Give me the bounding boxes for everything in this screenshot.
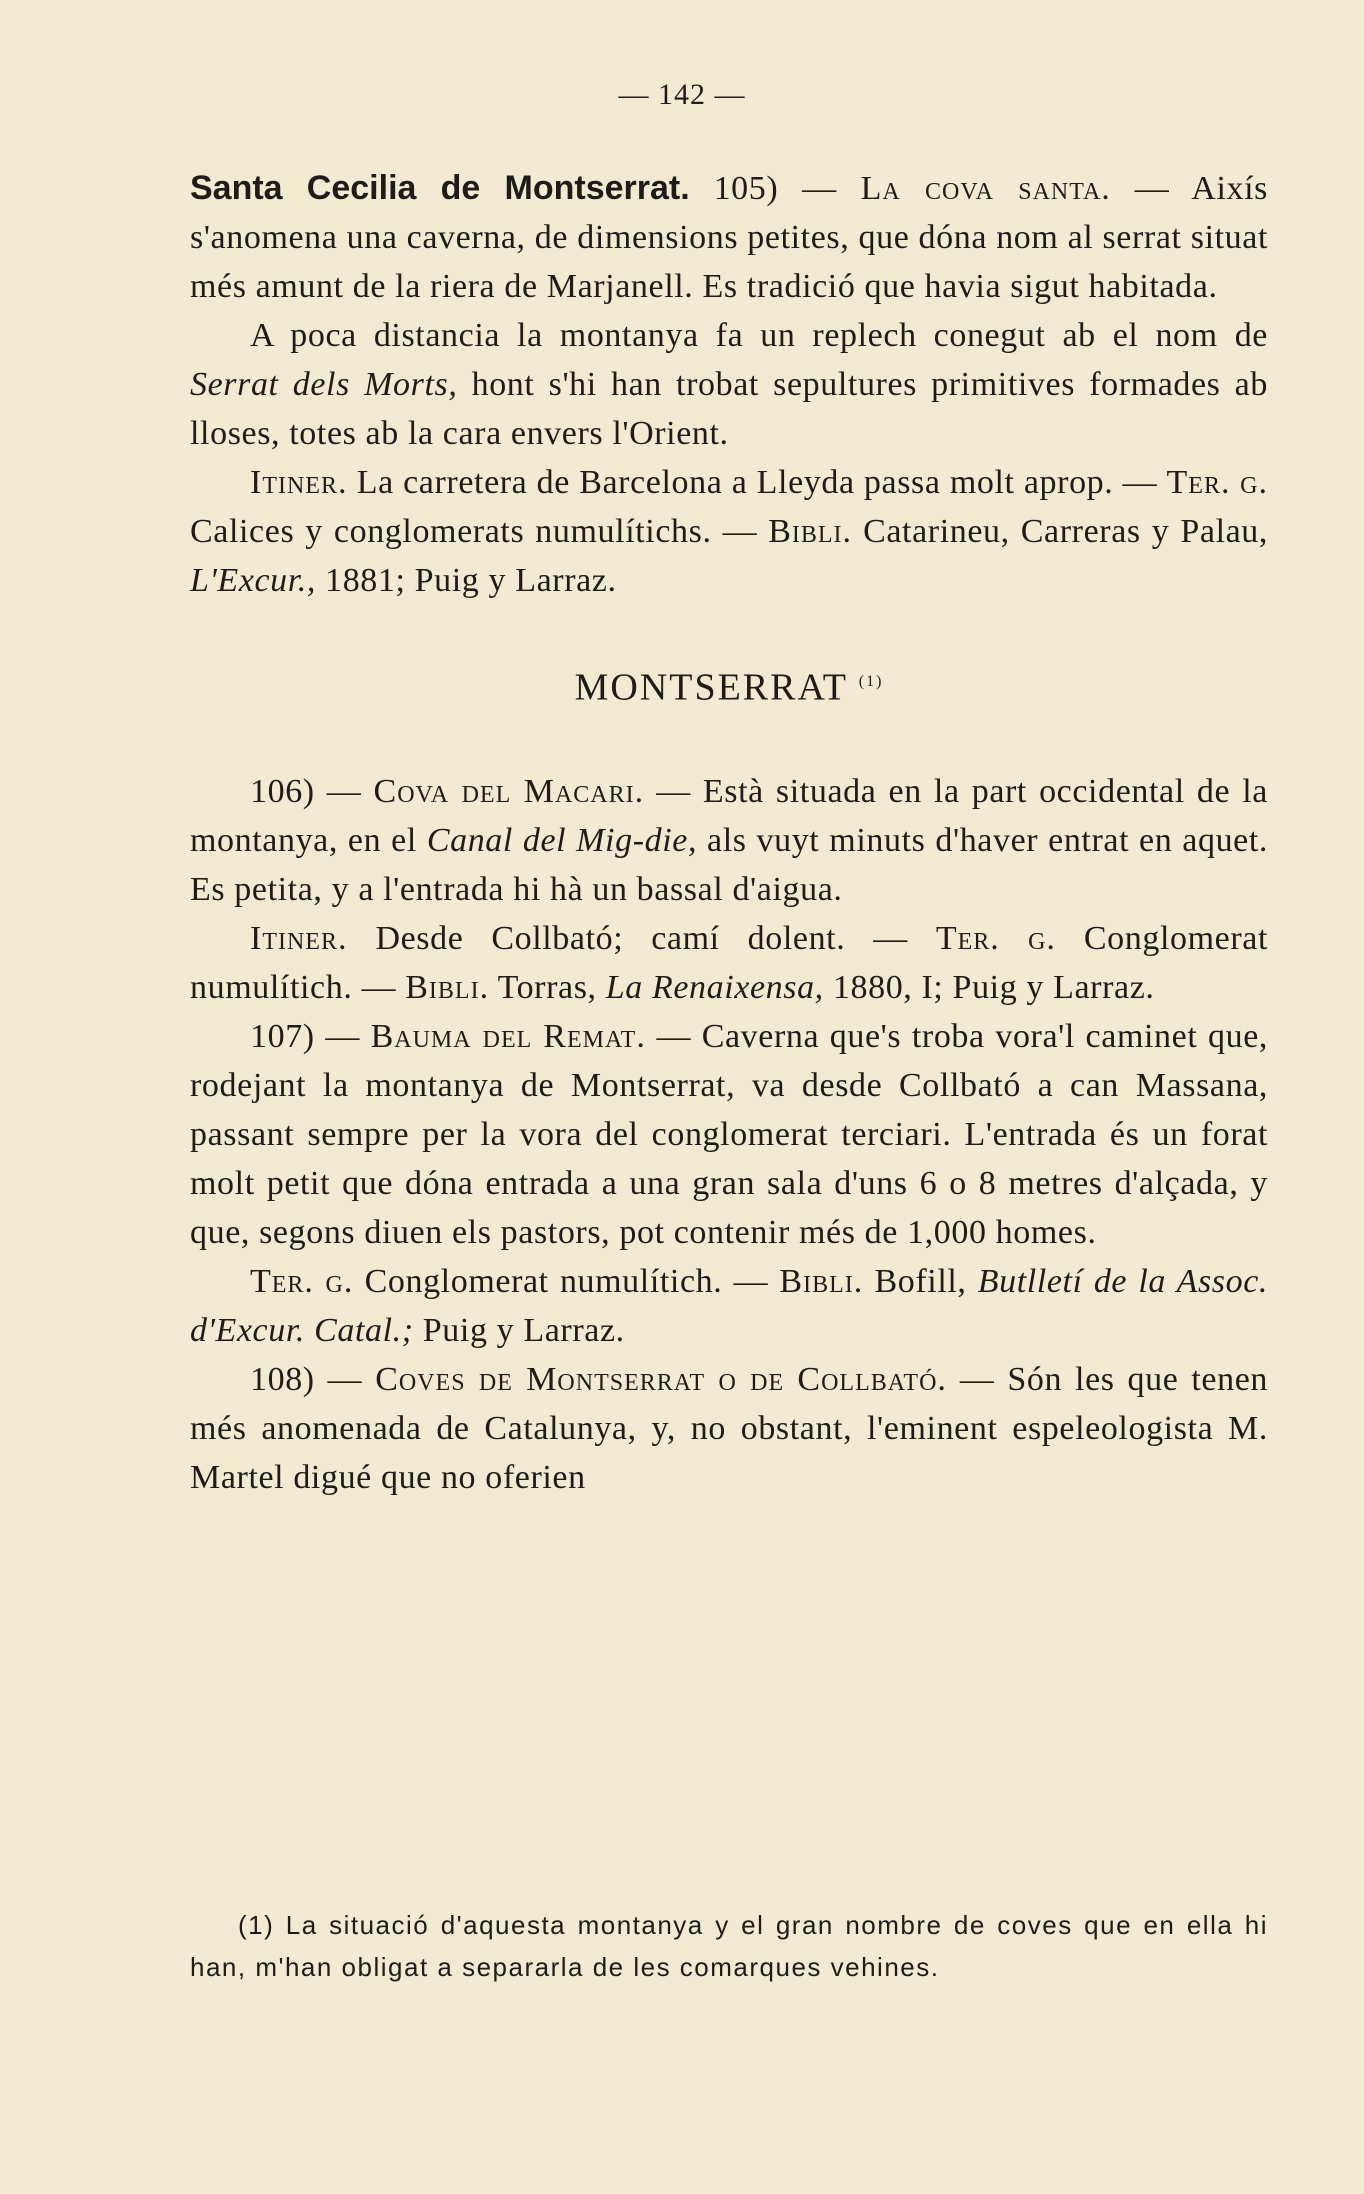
itiner-label: Itiner. [250,464,348,501]
ter-label: Ter. g. [935,919,1056,957]
entry-number: 108) — [250,1360,363,1398]
footnote-text: La situació d'aquesta montanya y el gran nombre de coves que en ella hi han, m'han obligat a separarla de les comarques vehines. [190,1910,1268,1982]
entry-title: Coves de Montserrat o de Collbató. [375,1360,947,1398]
bibli-label: Bibli. [405,968,490,1006]
ter-text: Conglomerat numulítich. — [364,1262,769,1300]
footnote-reference: (1) [858,673,884,690]
entry-description: — Aixís s'anomena una caverna, de dimensions petites, que dóna nom al serrat situat més amunt de la riera de Marjanell. Es tradició que havia sigut habitada. [190,170,1268,305]
section-title: MONTSERRAT [574,666,848,709]
bibli-text: Bofill, [874,1262,967,1300]
entry-title: La cova santa. [860,170,1111,207]
bibli-label: Bibli. [768,513,853,550]
entry-105-references [190,458,1268,605]
entry-title: Cova del Macari. [373,772,645,810]
bibli-text: 1880, I; Puig y Larraz. [832,968,1155,1006]
place-name-italic: Serrat dels Morts, [190,366,458,403]
bibli-text: Catarineu, Carreras y Palau, [863,513,1269,550]
bibli-title-italic: Butlletí de la Assoc. d'Excur. Catal.; [190,1262,1269,1349]
bibli-text: Puig y Larraz. [422,1311,625,1349]
entry-106 [190,767,1268,914]
ter-text: Conglomerat numulítich. — [190,919,1269,1006]
entry-description: — Són les que tenen més anomenada de Catalunya, y, no obstant, l'eminent espeleologista M. Martel digué que no oferien [190,1360,1268,1496]
bibli-label: Bibli. [779,1262,864,1300]
bibli-title-italic: L'Excur., [190,562,316,599]
place-name-italic: Canal del Mig-die, [426,821,698,859]
footnote-marker: (1) [238,1910,275,1940]
bibli-title-italic: La Renaixensa, [605,968,824,1006]
bibli-text: 1881; Puig y Larraz. [325,562,617,599]
ter-label: Ter. g. [1166,464,1268,501]
entry-107 [190,1012,1268,1257]
locality-heading: Santa Cecilia de Montserrat. [190,169,690,207]
entry-107-references [190,1257,1268,1355]
entry-105-paragraph-2 [190,311,1268,458]
footnote [190,1904,1268,1988]
text-fragment: als vuyt minuts d'haver entrat en aquet. Es petita, y a l'entrada hi hà un bassal d'aigua. [190,821,1269,908]
bibli-text: Torras, [497,968,597,1006]
main-text [190,164,1268,1502]
ter-text: Calices y conglomerats numulítichs. — [190,513,758,550]
itiner-text: La carretera de Barcelona a Lleyda passa molt aprop. — [356,464,1158,501]
section-heading [190,657,1268,713]
itiner-label: Itiner. [250,919,348,957]
text-fragment: — Està situada en la part occidental de la montanya, en el [190,772,1268,859]
entry-105 [190,164,1268,311]
entry-title: Bauma del Remat. [370,1017,646,1055]
page-number: — 142 — [618,78,746,111]
entry-number: 106) — [250,772,362,810]
entry-number: 107) — [250,1017,360,1055]
itiner-text: Desde Collbató; camí dolent. — [375,919,908,957]
entry-description: — Caverna que's troba vora'l caminet que, rodejant la montanya de Montserrat, va desde Collbató a can Massana, passant sempre per la vora del conglomerat terciari. L'entrada és un forat molt petit que dóna entrada a una gran sala d'uns 6 o 8 metres d'alçada, y que, segons diuen els pastors, pot contenir més de 1,000 homes. [190,1017,1268,1251]
ter-label: Ter. g. [250,1262,354,1300]
entry-106-references [190,914,1268,1012]
entry-108 [190,1355,1268,1502]
text-fragment: A poca distancia la montanya fa un replech conegut ab el nom de [250,317,1268,354]
entry-number: 105) — [713,170,837,207]
text-fragment: hont s'hi han trobat sepultures primitives formades ab lloses, totes ab la cara envers l'Orient. [190,366,1268,452]
